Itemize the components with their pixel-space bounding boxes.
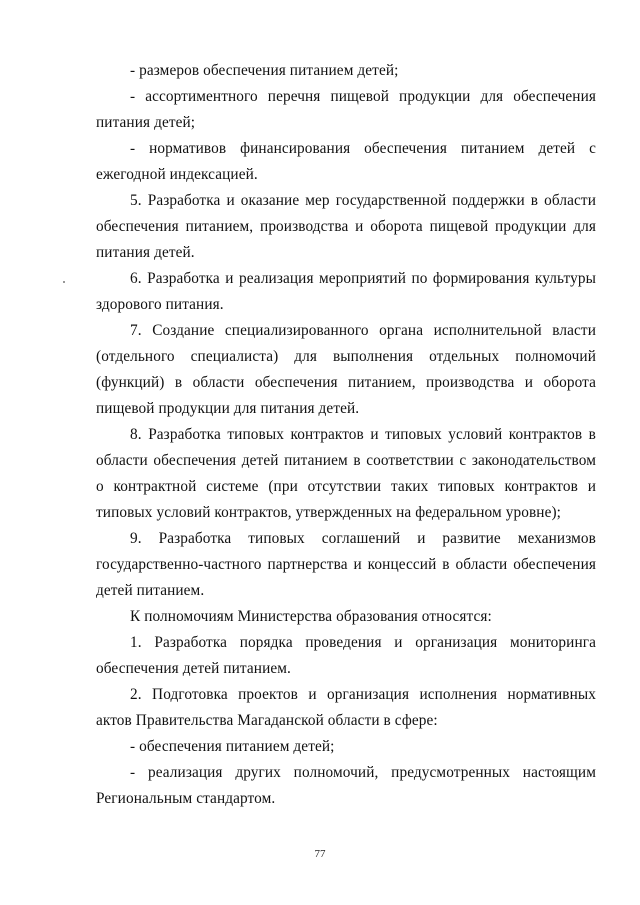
document-body <box>96 58 596 812</box>
paragraph-1: - размеров обеспечения питанием детей; <box>130 62 399 79</box>
paragraph-11: 2. Подготовка проектов и организация исполнения нормативных актов Правительства Магаданской области в сфере: <box>96 686 596 729</box>
paragraph-4: 5. Разработка и оказание мер государственной поддержки в области обеспечения питанием, производства и оборота пищевой продукции для питания детей. <box>96 192 596 261</box>
paragraph-7: 8. Разработка типовых контрактов и типовых условий контрактов в области обеспечения детей питанием в соответствии с законодательством о контрактной системе (при отсутствии таких типовых контрактов и типовых условий контрактов, утвержденных на федеральном уровне); <box>96 426 596 521</box>
scan-speck <box>63 281 65 283</box>
paragraph-3: - нормативов финансирования обеспечения питанием детей с ежегодной индексацией. <box>96 140 596 183</box>
paragraph-2: - ассортиментного перечня пищевой продукции для обеспечения питания детей; <box>96 88 596 131</box>
page-number: 77 <box>314 848 326 860</box>
paragraph-13: - реализация других полномочий, предусмотренных настоящим Региональным стандартом. <box>96 764 596 807</box>
paragraph-5: 6. Разработка и реализация мероприятий по формирования культуры здорового питания. <box>96 270 596 313</box>
paragraph-8: 9. Разработка типовых соглашений и развитие механизмов государственно-частного партнерства и концессий в области обеспечения детей питанием. <box>96 530 596 599</box>
paragraph-10: 1. Разработка порядка проведения и организация мониторинга обеспечения детей питанием. <box>96 634 596 677</box>
paragraph-6: 7. Создание специализированного органа исполнительной власти (отдельного специалиста) для выполнения отдельных полномочий (функций) в области обеспечения питанием, производства и оборота пищевой продукции для питания детей. <box>96 322 596 417</box>
paragraph-9: К полномочиям Министерства образования относятся: <box>130 608 492 625</box>
paragraph-12: - обеспечения питанием детей; <box>130 738 335 755</box>
